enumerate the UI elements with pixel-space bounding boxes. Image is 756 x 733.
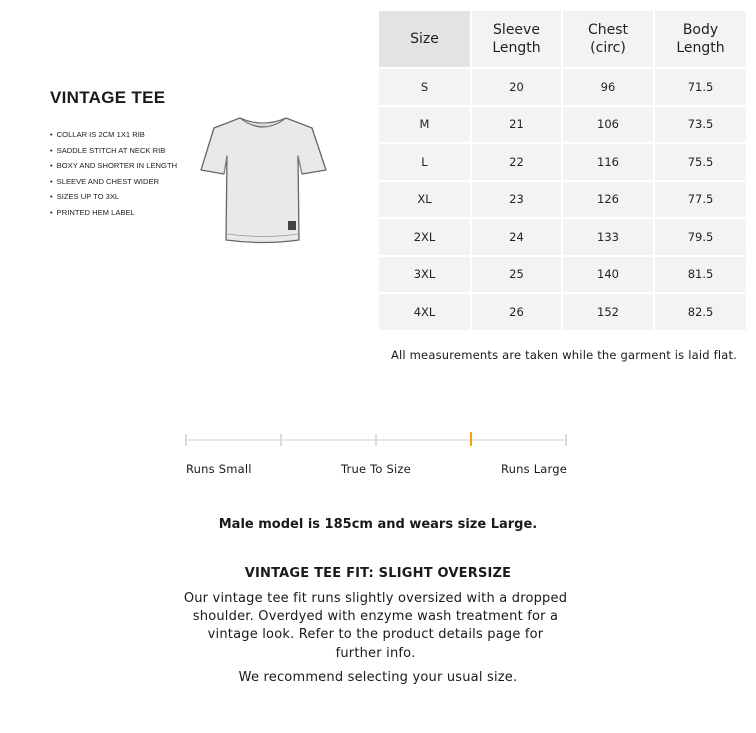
model-size-note: Male model is 185cm and wears size Large. bbox=[218, 517, 538, 532]
table-row bbox=[379, 219, 746, 255]
table-header-row bbox=[379, 11, 746, 67]
sleeve-length-cell: 24 bbox=[472, 219, 561, 255]
fit-label-runs-large: Runs Large bbox=[501, 462, 568, 476]
size-recommendation: We recommend selecting your usual size. bbox=[238, 670, 518, 685]
tshirt-icon bbox=[198, 110, 332, 248]
fit-label-runs-small: Runs Small bbox=[186, 462, 252, 476]
chest-cell: 96 bbox=[563, 69, 653, 105]
body-length-cell: 75.5 bbox=[655, 144, 746, 180]
fit-scale-tick bbox=[375, 434, 377, 446]
sleeve-length-cell: 21 bbox=[472, 107, 561, 143]
body-length-cell: 77.5 bbox=[655, 182, 746, 218]
size-cell: 2XL bbox=[379, 219, 470, 255]
fit-label-true-to-size: True To Size bbox=[341, 462, 411, 476]
chest-cell: 133 bbox=[563, 219, 653, 255]
table-row bbox=[379, 182, 746, 218]
fit-scale bbox=[186, 432, 566, 446]
fit-scale-tick bbox=[280, 434, 282, 446]
feature-item: • COLLAR IS 2CM 1X1 RIB bbox=[50, 127, 177, 143]
size-cell: 3XL bbox=[379, 257, 470, 293]
table-row bbox=[379, 257, 746, 293]
feature-item: • SLEEVE AND CHEST WIDER bbox=[50, 174, 177, 190]
size-cell: L bbox=[379, 144, 470, 180]
chest-cell: 116 bbox=[563, 144, 653, 180]
body-length-cell: 79.5 bbox=[655, 219, 746, 255]
body-length-cell: 73.5 bbox=[655, 107, 746, 143]
feature-item: • BOXY AND SHORTER IN LENGTH bbox=[50, 158, 177, 174]
feature-item: • PRINTED HEM LABEL bbox=[50, 205, 177, 221]
feature-item: • SIZES UP TO 3XL bbox=[50, 189, 177, 205]
fit-scale-tick bbox=[565, 434, 567, 446]
fit-description: Our vintage tee fit runs slightly oversized with a dropped shoulder. Overdyed with enzyme wash treatment for a vintage look. Refer to the product details page for further info. bbox=[183, 591, 568, 661]
column-header-chest: Chest (circ) bbox=[563, 11, 653, 67]
table-row bbox=[379, 107, 746, 143]
table-row bbox=[379, 69, 746, 105]
hem-label-icon bbox=[288, 221, 296, 230]
sleeve-length-cell: 25 bbox=[472, 257, 561, 293]
chest-cell: 140 bbox=[563, 257, 653, 293]
size-cell: XL bbox=[379, 182, 470, 218]
measurement-note: All measurements are taken while the garment is laid flat. bbox=[390, 348, 738, 362]
size-chart-table bbox=[377, 9, 748, 332]
feature-list bbox=[50, 127, 177, 221]
sleeve-length-cell: 20 bbox=[472, 69, 561, 105]
column-header-body-length: Body Length bbox=[655, 11, 746, 67]
sleeve-length-cell: 26 bbox=[472, 294, 561, 330]
body-length-cell: 81.5 bbox=[655, 257, 746, 293]
chest-cell: 106 bbox=[563, 107, 653, 143]
size-cell: M bbox=[379, 107, 470, 143]
product-title: VINTAGE TEE bbox=[50, 88, 166, 107]
fit-heading: VINTAGE TEE FIT: SLIGHT OVERSIZE bbox=[244, 566, 512, 581]
body-length-cell: 82.5 bbox=[655, 294, 746, 330]
chest-cell: 126 bbox=[563, 182, 653, 218]
sleeve-length-cell: 22 bbox=[472, 144, 561, 180]
table-row bbox=[379, 294, 746, 330]
column-header-sleeve-length: Sleeve Length bbox=[472, 11, 561, 67]
sleeve-length-cell: 23 bbox=[472, 182, 561, 218]
table-row bbox=[379, 144, 746, 180]
size-cell: S bbox=[379, 69, 470, 105]
size-cell: 4XL bbox=[379, 294, 470, 330]
feature-item: • SADDLE STITCH AT NECK RIB bbox=[50, 143, 177, 159]
fit-scale-marker bbox=[470, 432, 472, 446]
body-length-cell: 71.5 bbox=[655, 69, 746, 105]
column-header-size: Size bbox=[379, 11, 470, 67]
chest-cell: 152 bbox=[563, 294, 653, 330]
fit-scale-tick bbox=[185, 434, 187, 446]
